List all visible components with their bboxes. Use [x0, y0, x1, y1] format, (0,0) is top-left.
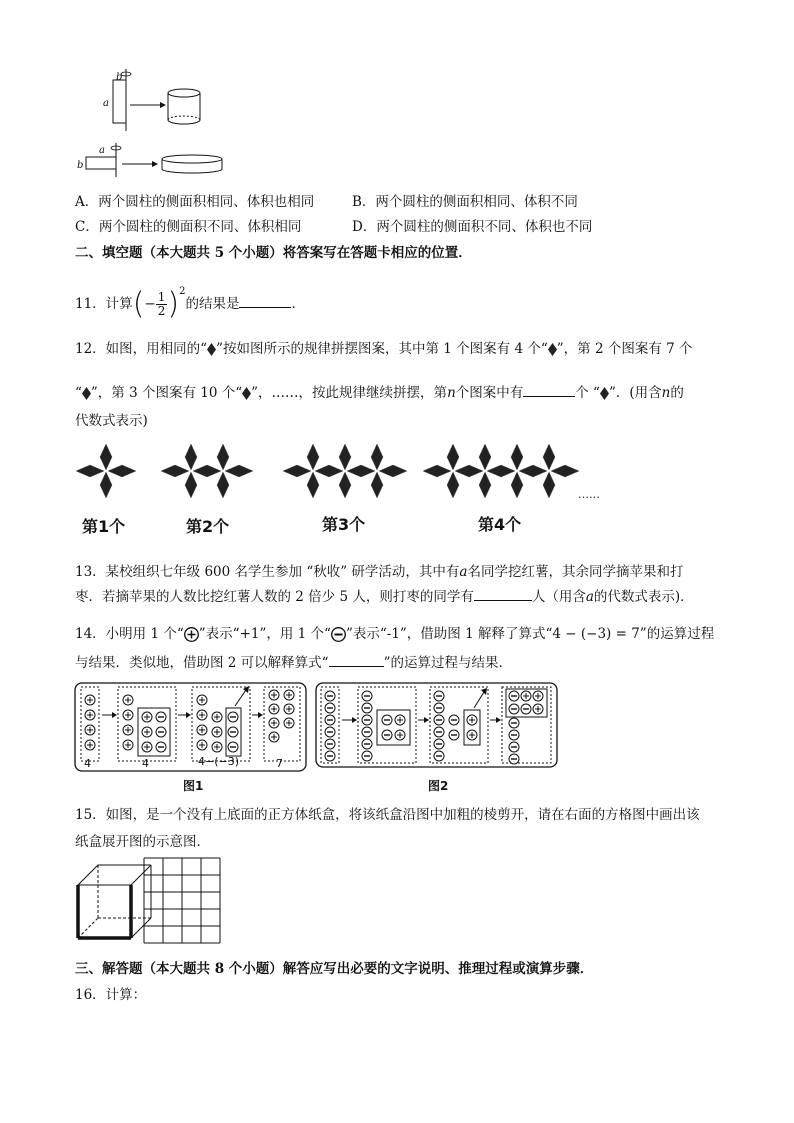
- q14-fig1-label-4: 7: [276, 757, 283, 770]
- diamond-icon: [242, 387, 251, 400]
- q10-label-a-top: a: [99, 145, 105, 156]
- q13-text-1a: 13．某校组织七年级 600 名学生参加 “秋收” 研学活动，其中有: [75, 564, 460, 580]
- q16-prompt: 16．计算：: [75, 987, 147, 1003]
- q12-text-1c: ”，第 2 个图案有 7 个: [556, 341, 693, 357]
- q12-ellipsis: ……: [578, 488, 600, 501]
- q10-option-d: D．两个圆柱的侧面积不同、体积也不同: [352, 219, 593, 235]
- q11-numerator: 1: [157, 290, 166, 304]
- q10-cylinder-figure: [80, 65, 230, 180]
- q15-cube-figure: [76, 858, 224, 944]
- section-2-title: 二、填空题（本大题共 5 个小题）将答案写在答题卡相应的位置．: [75, 245, 472, 261]
- q12-text-2a: “: [75, 385, 82, 401]
- q11-exponent: 2: [179, 286, 186, 297]
- q14-expression: 4 − (−3) = 7: [552, 626, 640, 642]
- q12-text-2c: ”，……，按此规律继续拼摆，第: [251, 385, 448, 401]
- q12-text-2h: 的: [670, 385, 684, 401]
- q11-denominator: 2: [157, 304, 166, 318]
- q14-fig2-caption: 图2: [428, 779, 449, 793]
- q13-line2: [75, 585, 694, 605]
- q12-pattern-label-1: 第1个: [82, 517, 126, 536]
- q12-text-1a: 12．如图，用相同的“: [75, 341, 208, 357]
- q10-label-b-top: b: [116, 72, 123, 83]
- diamond-icon: [600, 387, 609, 400]
- q14-text-2b: ”的运算过程与结果．: [383, 655, 512, 671]
- q14-text-1c: ”表示“-1”，借助图 1 解释了算式“: [345, 626, 553, 642]
- q13-var-a: a: [459, 564, 468, 580]
- q12-text-1b: ”按如图所示的规律拼摆图案，其中第 1 个图案有 4 个“: [216, 341, 548, 357]
- q13-answer-blank: [474, 600, 532, 601]
- q11-answer-blank: [239, 307, 291, 308]
- q14-text-1d: ”的运算过程: [639, 626, 715, 642]
- q14-line2: [75, 651, 512, 671]
- q11-minus: −: [144, 296, 156, 312]
- q12-line3: 代数式表示): [75, 413, 148, 429]
- q14-text-2a: 与结果．类似地，借助图 2 可以解释算式“: [75, 655, 329, 671]
- q10-option-b: B．两个圆柱的侧面积相同、体积不同: [352, 194, 578, 210]
- q11-fraction: [156, 291, 168, 318]
- q12-line1: [75, 337, 693, 357]
- q10-label-b-left: b: [77, 160, 84, 171]
- q14-fig1-caption: 图1: [183, 779, 204, 793]
- q14-fig1-label-2: 4: [142, 757, 149, 770]
- q10-label-a-left: a: [103, 98, 109, 109]
- q10-option-c: C．两个圆柱的侧面积不同、体积相同: [75, 219, 302, 235]
- q15-line1: 15．如图，是一个没有上底面的正方体纸盒，将该纸盒沿图中加粗的棱剪开，请在右面的方格图中画出该: [75, 807, 700, 823]
- diamond-icon: [207, 343, 216, 356]
- minus-circle-icon: [331, 627, 346, 642]
- q14-text-1a: 14．小明用 1 个“: [75, 626, 184, 642]
- q12-text-2d: 个图案中有: [455, 385, 524, 401]
- q15-line2: 纸盒展开图的示意图．: [75, 834, 210, 850]
- q11-end: ．: [291, 296, 305, 312]
- diamond-icon: [82, 387, 91, 400]
- q12-text-2b: ”，第 3 个图案有 10 个“: [90, 385, 243, 401]
- q12-answer-blank: [523, 396, 575, 397]
- q12-pattern-label-4: 第4个: [478, 515, 522, 534]
- section-3-title: 三、解答题（本大题共 8 个小题）解答应写出必要的文字说明、推理过程或演算步骤．: [75, 961, 594, 977]
- q12-line2: [75, 381, 684, 401]
- q14-fig1-label-1: 4: [84, 757, 91, 770]
- q13-line1: [75, 560, 683, 580]
- q13-text-2a: 枣．若摘苹果的人数比挖红薯人数的 2 倍少 5 人，则打枣的同学有: [75, 589, 474, 605]
- q12-diamond-pattern: [75, 440, 635, 505]
- q11-pre: 11．计算: [75, 296, 133, 312]
- q11-post: 的结果是: [185, 296, 240, 312]
- q12-var-n: n: [661, 385, 671, 401]
- q14-text-1b: ”表示“+1”，用 1 个“: [198, 626, 331, 642]
- q12-text-2e: 个 “: [575, 385, 600, 401]
- q13-text-2b: 人（用含: [531, 589, 586, 605]
- q13-text-2c: 的代数式表示)．: [593, 589, 694, 605]
- q12-pattern-label-2: 第2个: [186, 517, 230, 536]
- q12-var-n: n: [447, 385, 456, 401]
- q12-text-2f: ”．(用含: [608, 385, 662, 401]
- diamond-icon: [548, 343, 557, 356]
- q14-line1: [75, 622, 714, 642]
- q14-answer-blank: [329, 666, 384, 667]
- q10-option-a: A．两个圆柱的侧面积相同、体积也相同: [75, 194, 315, 210]
- plus-circle-icon: [184, 627, 199, 642]
- q13-var-a: a: [585, 589, 594, 605]
- q13-text-1b: 名同学挖红薯，其余同学摘苹果和打: [467, 564, 684, 580]
- q14-fig1-label-3: 4−(−3): [198, 755, 240, 768]
- q11: 11．计算(− $\frac{1}{2}$ )$^2$的结果是 ．: [75, 286, 305, 322]
- q12-pattern-label-3: 第3个: [322, 515, 366, 534]
